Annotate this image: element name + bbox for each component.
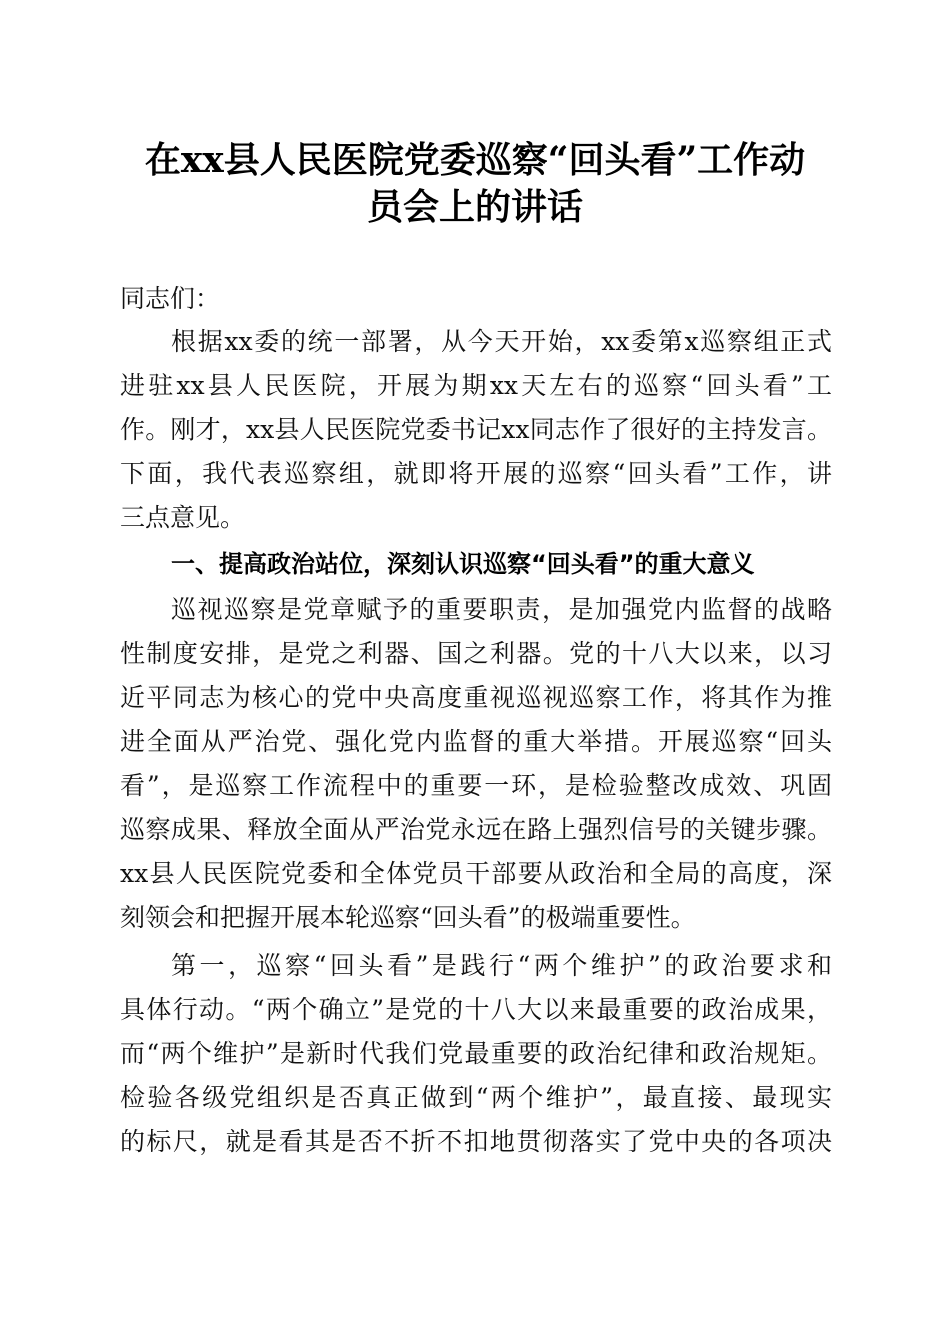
paragraph-2-line: 进全面从严治党、强化党内监督的重大举措。开展巡察“回头 (120, 727, 832, 756)
paragraph-2-line: 近平同志为核心的党中央高度重视巡视巡察工作，将其作为推 (120, 683, 832, 712)
paragraph-2-line: 巡视巡察是党章赋予的重要职责，是加强党内监督的战略 (171, 595, 832, 624)
paragraph-2-line: 刻领会和把握开展本轮巡察“回头看”的极端重要性。 (120, 903, 696, 932)
paragraph-1-line: 根据xx委的统一部署，从今天开始，xx委第x巡察组正式 (171, 327, 832, 356)
paragraph-1-line: 进驻xx县人民医院，开展为期xx天左右的巡察“回头看”工 (120, 371, 832, 400)
paragraph-2-line: 性制度安排，是党之利器、国之利器。党的十八大以来，以习 (120, 639, 832, 668)
paragraph-1-line: 作。刚才，xx县人民医院党委书记xx同志作了很好的主持发言。 (120, 415, 832, 444)
salutation: 同志们： (120, 284, 221, 313)
paragraph-3-line: 的标尺，就是看其是否不折不扣地贯彻落实了党中央的各项决 (120, 1127, 832, 1156)
paragraph-3-line: 第一，巡察“回头看”是践行“两个维护”的政治要求和 (171, 951, 832, 980)
paragraph-1-line: 三点意见。 (120, 503, 246, 532)
document-title-line-2: 员会上的讲话 (366, 186, 583, 228)
paragraph-3-line: 具体行动。“两个确立”是党的十八大以来最重要的政治成果， (120, 995, 832, 1024)
paragraph-1-line: 下面，我代表巡察组，就即将开展的巡察“回头看”工作，讲 (120, 459, 832, 488)
paragraph-3-line: 检验各级党组织是否真正做到“两个维护”，最直接、最现实 (120, 1083, 832, 1112)
paragraph-3-line: 而“两个维护”是新时代我们党最重要的政治纪律和政治规矩。 (120, 1039, 832, 1068)
document-title-line-1: 在xx县人民医院党委巡察“回头看”工作动 (144, 139, 806, 181)
paragraph-2-line: 巡察成果、释放全面从严治党永远在路上强烈信号的关键步骤。 (120, 815, 832, 844)
section-heading-1: 一、提高政治站位，深刻认识巡察“回头看”的重大意义 (171, 550, 755, 578)
paragraph-2-line: xx县人民医院党委和全体党员干部要从政治和全局的高度，深 (120, 859, 832, 888)
paragraph-2-line: 看”，是巡察工作流程中的重要一环，是检验整改成效、巩固 (120, 771, 832, 800)
